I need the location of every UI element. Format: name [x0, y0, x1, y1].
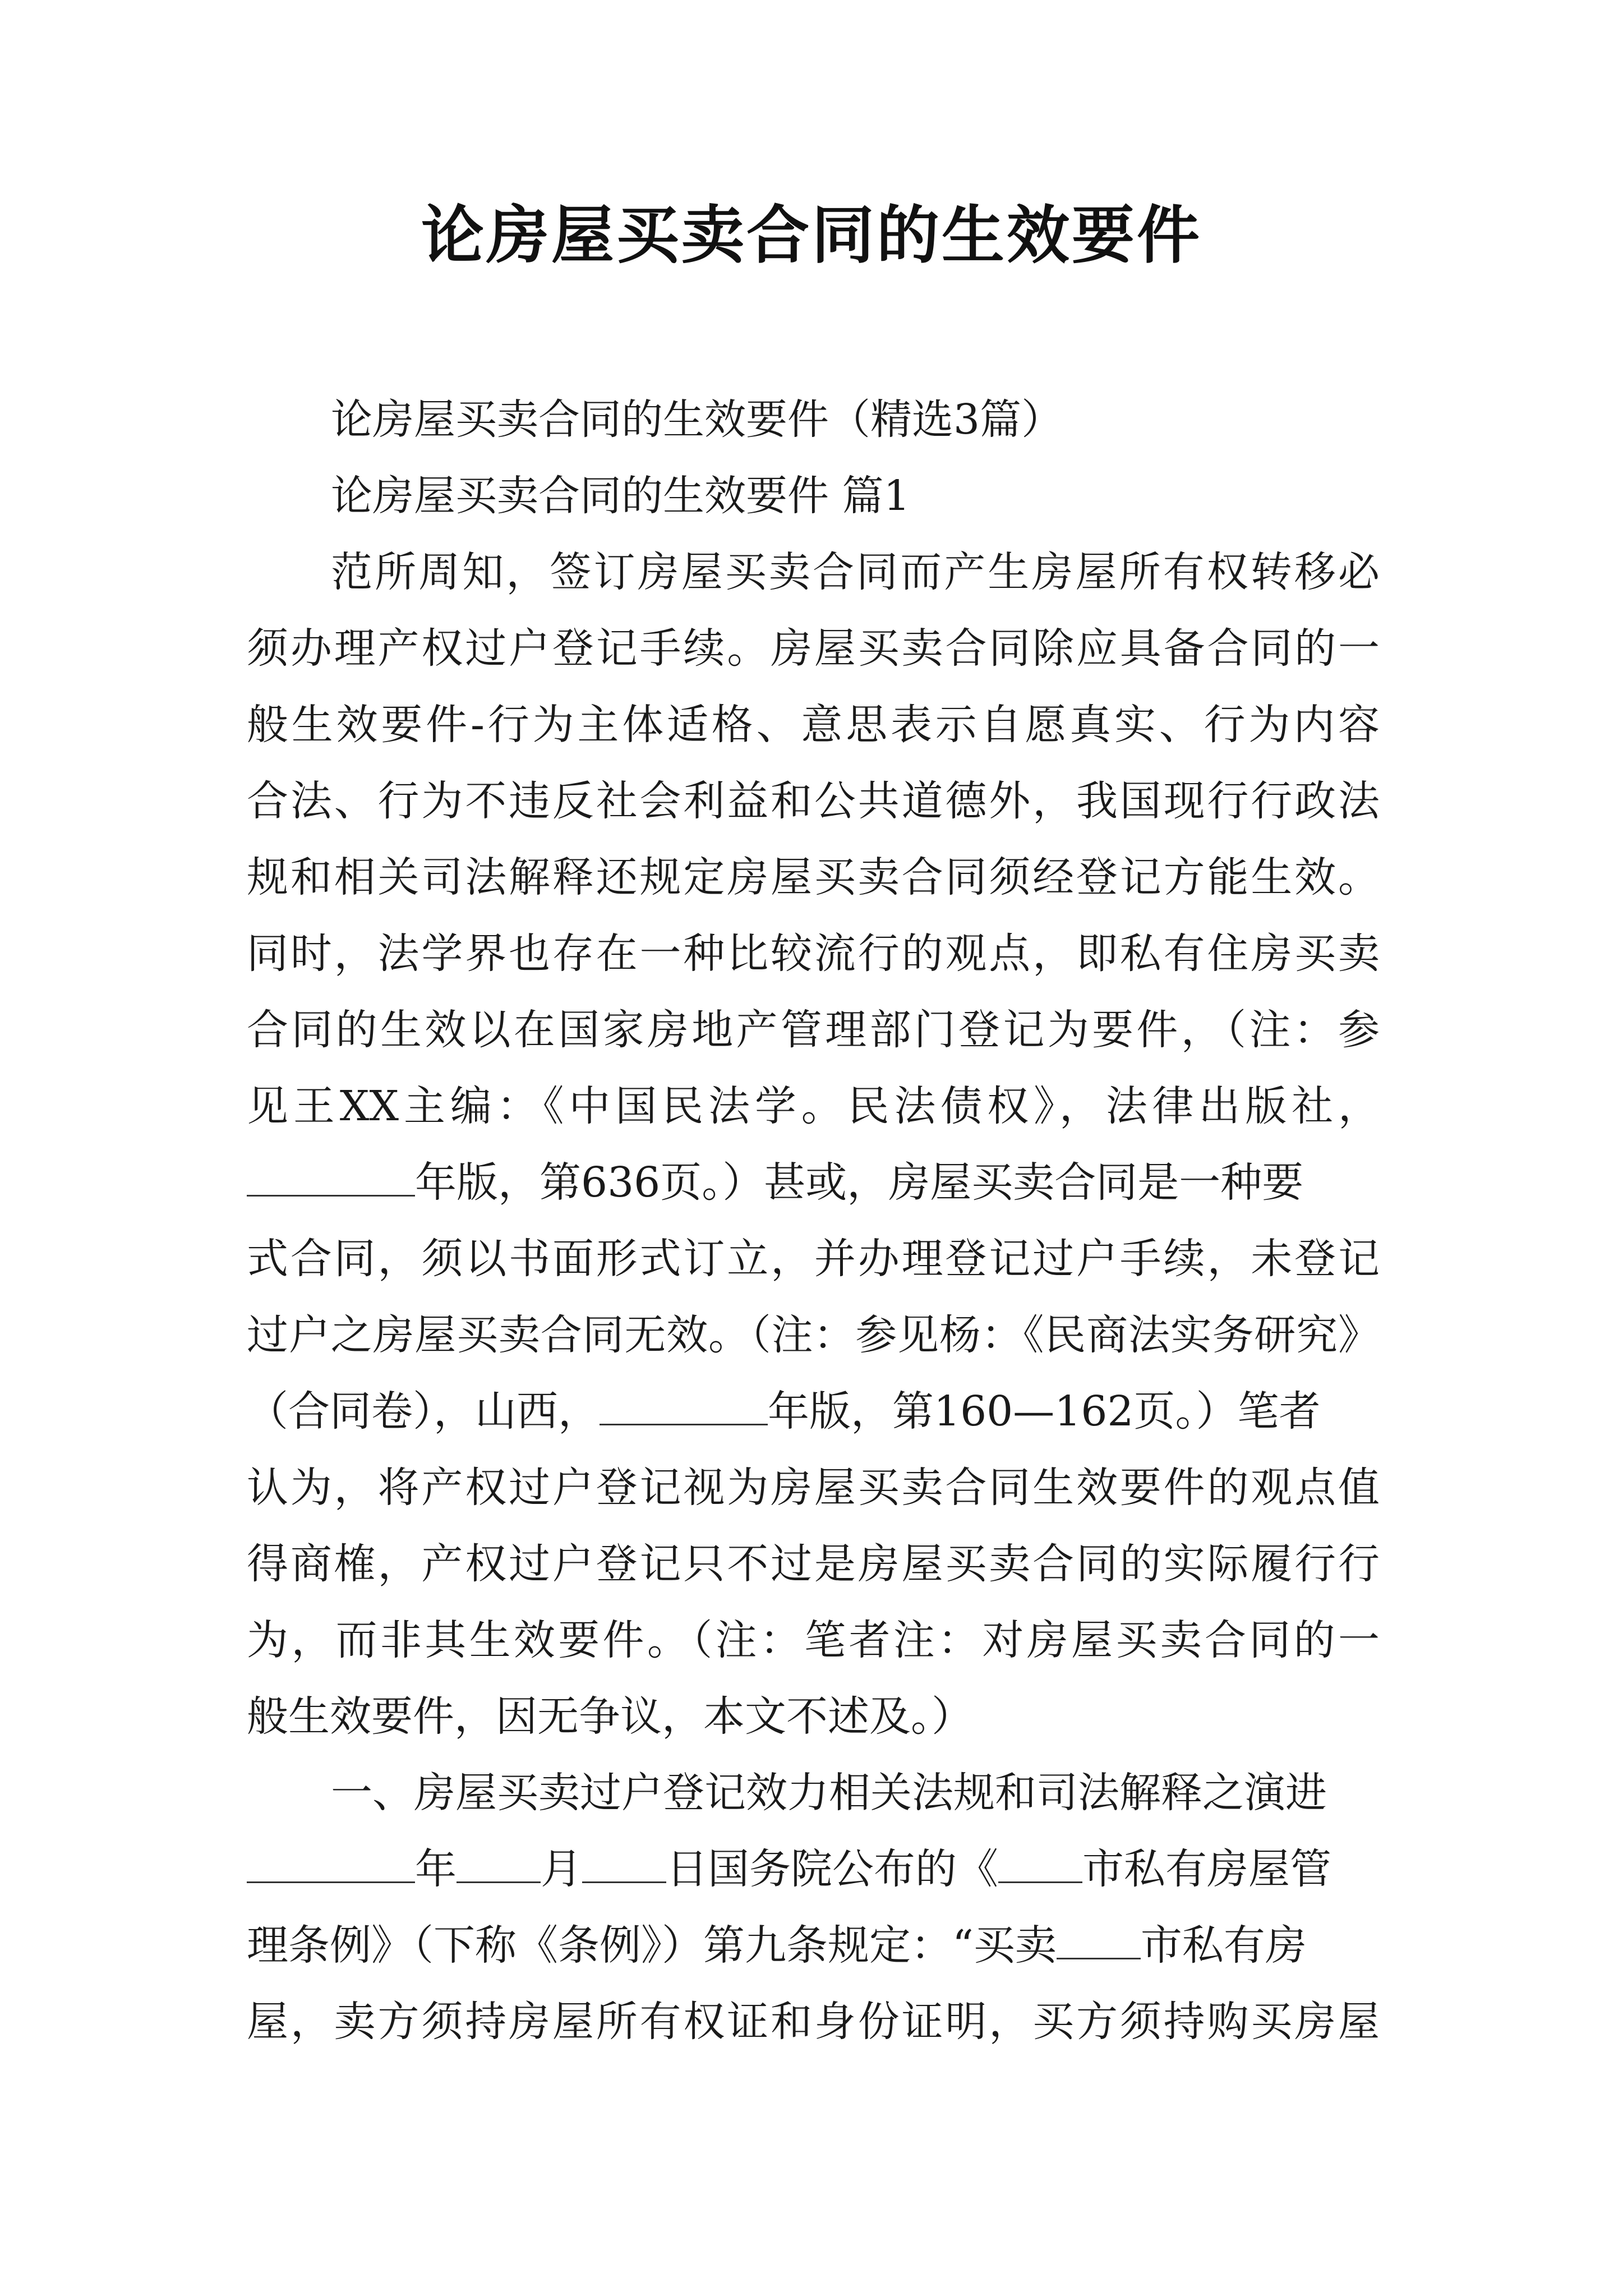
paragraph-line: 同时，法学界也存在一种比较流行的观点，即私有住房买卖	[247, 930, 1380, 978]
fill-blank	[1057, 1917, 1141, 1959]
paragraph-text: 年	[415, 1845, 457, 1893]
paragraph-line: 须办理产权过户登记手续。房屋买卖合同除应具备合同的一	[247, 624, 1380, 673]
fill-blank	[582, 1841, 666, 1883]
fill-blank	[247, 1841, 415, 1883]
section-heading: 论房屋买卖合同的生效要件 篇1	[331, 472, 910, 520]
paragraph-line: 得商榷，产权过户登记只不过是房屋买卖合同的实际履行行	[247, 1540, 1380, 1588]
paragraph-line: 规和相关司法解释还规定房屋买卖合同须经登记方能生效。	[247, 853, 1380, 901]
fill-blank	[600, 1383, 768, 1425]
paragraph-text: 市私有房屋管	[1082, 1845, 1331, 1893]
paragraph-line: 过户之房屋买卖合同无效。（注：参见杨：《民商法实务研究》	[247, 1311, 1380, 1359]
document-title: 论房屋买卖合同的生效要件	[421, 199, 1202, 272]
paragraph-line	[247, 1144, 1380, 1221]
fill-blank	[457, 1841, 541, 1883]
paragraph-line	[247, 1373, 1380, 1450]
document-body	[247, 381, 1380, 2060]
paragraph-text: 年版，第160—162页。）笔者	[768, 1387, 1321, 1435]
paragraph-text: 市私有房	[1140, 1921, 1307, 1970]
paragraph-line: 见王XX主编：《中国民法学。民法债权》，法律出版社，	[247, 1082, 1380, 1130]
paragraph-line: 式合同，须以书面形式订立，并办理登记过户手续，未登记	[247, 1235, 1380, 1283]
paragraph-line: 认为，将产权过户登记视为房屋买卖合同生效要件的观点值	[247, 1464, 1380, 1512]
fill-blank	[247, 1154, 415, 1197]
paragraph-line: 合法、行为不违反社会利益和公共道德外，我国现行行政法	[247, 777, 1380, 825]
document-subtitle: 论房屋买卖合同的生效要件（精选3篇）	[331, 395, 1063, 444]
paragraph-line: 屋，卖方须持房屋所有权证和身份证明，买方须持购买房屋	[247, 1998, 1380, 2046]
fill-blank	[998, 1841, 1082, 1883]
paragraph-text: 月	[541, 1845, 582, 1893]
paragraph-text: （合同卷），山西，	[247, 1387, 600, 1435]
paragraph-line: 范所周知，签订房屋买卖合同而产生房屋所有权转移必	[331, 548, 1380, 596]
paragraph-line: 合同的生效以在国家房地产管理部门登记为要件，（注：参	[247, 1006, 1380, 1054]
paragraph-line	[247, 1831, 1380, 1907]
paragraph-line: 为，而非其生效要件。（注：笔者注：对房屋买卖合同的一	[247, 1616, 1380, 1664]
paragraph-line: 般生效要件-行为主体适格、意思表示自愿真实、行为内容	[247, 701, 1380, 749]
section-subheading: 一、房屋买卖过户登记效力相关法规和司法解释之演进	[331, 1769, 1327, 1817]
paragraph-text: 年版，第636页。）甚或，房屋买卖合同是一种要	[415, 1158, 1304, 1207]
paragraph-line	[247, 1907, 1380, 1984]
paragraph-text: 日国务院公布的《	[666, 1845, 998, 1893]
paragraph-text: 理条例》（下称《条例》）第九条规定：“买卖	[247, 1921, 1057, 1970]
paragraph-line: 般生效要件，因无争议，本文不述及。）	[247, 1692, 973, 1741]
